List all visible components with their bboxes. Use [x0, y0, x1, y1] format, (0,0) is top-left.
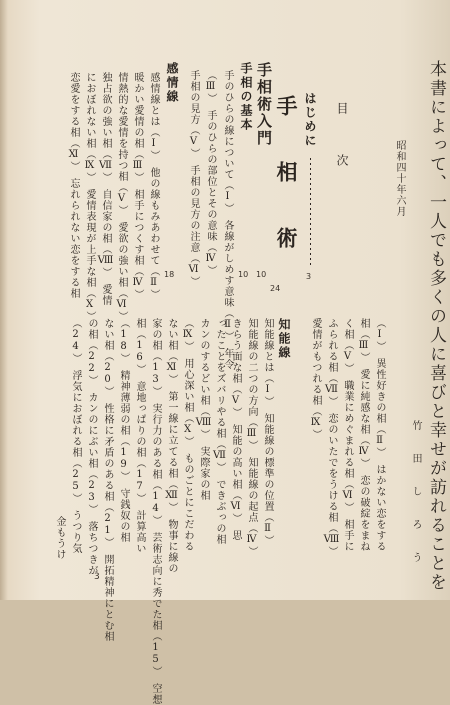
toc-line: 情熱的な愛情を持つ相（Ⅴ） 愛欲の強い相（Ⅵ） [116, 72, 127, 322]
book-title: 手 相 術 [274, 95, 299, 260]
toc-line: く相（Ⅴ） 職業にめぐまれる相（Ⅵ） 相手に [342, 318, 353, 552]
toc-line: 金もうけ [54, 318, 65, 560]
toc-line: （Ⅰ） 異性好きの相（Ⅱ） はかない恋をする [374, 318, 385, 552]
toc-entry-hajimeni: はじめに [303, 92, 317, 148]
toc-line: 相（16） 意地っぱりの相（17） 計算高い [134, 318, 145, 554]
toc-line: 手相の見方（Ⅴ） 手相の見方の注意（Ⅵ） [188, 70, 199, 287]
toc-line: 家の相（13） 実行力のある相（14） 芸術志向に秀でた相（15） 空想 [150, 318, 161, 705]
toc-line: 感情線とは（Ⅰ） 他の線もみあわせて（Ⅱ） [148, 72, 159, 300]
page-number: 10 [256, 270, 267, 279]
preface-date: 昭和四十年六月 [394, 140, 405, 217]
page-number: 18 [164, 270, 175, 279]
page-number: 10 [238, 270, 249, 279]
page-number: 24 [270, 284, 281, 293]
toc-line: 手のひらの線について（Ⅰ） 各線がしめす意味（Ⅱ） 年令 [222, 70, 233, 370]
footer-page-number: 3 [94, 572, 100, 582]
toc-line: におぼれない相（Ⅸ） 愛情表現が上手な相（Ⅹ） [84, 72, 95, 322]
toc-line: きらう面な相（Ⅴ） 知能の高い相（Ⅵ） 思 [230, 318, 241, 541]
section-heading-nyumon: 手相術入門 [255, 62, 273, 147]
page-number: 3 [306, 272, 312, 281]
toc-line: ふられる相（Ⅶ） 恋のいたでをうける相（Ⅷ） [326, 318, 337, 557]
toc-line: 相（Ⅲ） 愛に純感な相（Ⅳ） 恋の破綻をまね [358, 318, 369, 552]
toc-line: カンのするどい相（Ⅷ） 実際家の相 [198, 318, 209, 501]
toc-line: ったことをズバリやる相（Ⅶ） できぶっの相 [214, 318, 225, 545]
subsection-heading-kanjo: 感情線 [165, 62, 179, 104]
toc-line: 暖かい愛情の相（Ⅲ） 相手につくす相（Ⅳ） [132, 72, 143, 300]
toc-line: （18） 精神薄弱の相（19） 守銭奴の相 [118, 318, 129, 543]
toc-line: 恋愛をする相（Ⅺ） 忘れられない恋をする相 [68, 72, 79, 299]
toc-line: （Ⅸ） 用心深い相（Ⅹ） ものごとにこだわる [182, 318, 193, 552]
toc-line: ない相（Ⅺ） 第一線に立てる相（Ⅻ） 物事に線の [166, 318, 177, 574]
toc-line: 知能線とは（Ⅰ） 知能線の標準の位置（Ⅱ） [262, 318, 273, 546]
toc-line: 愛情がもつれる相（Ⅸ） [310, 318, 321, 440]
subsection-heading-chino: 知能線 [277, 318, 291, 360]
subsection-heading-kihon: 手相の基本 [239, 62, 253, 132]
leader-dots [310, 158, 311, 268]
toc-title: 目 次 [335, 102, 349, 180]
preface-line: 本書によって、一人でも多くの人に喜びと幸せが訪れることを [426, 60, 446, 592]
toc-line: （24） 浮気におぼれる相（25） うつり気 [70, 318, 81, 554]
toc-line: （Ⅲ） 手のひらの部位とその意味（Ⅳ） [205, 70, 216, 276]
toc-line: 知能線の二つの方向（Ⅲ） 知能線の起点（Ⅳ） [246, 318, 257, 557]
toc-line: 独占欲の強い相（Ⅶ） 自信家の相（Ⅷ） 愛情 [100, 72, 111, 306]
toc-line: の相（22） カンのにぶい相（23） 落ちつきが [86, 318, 97, 576]
preface-signature: 竹 田 し ろ う [410, 420, 421, 568]
toc-line: ない相（20） 性格に矛盾のある相（21） 開拓精神にとむ相 [102, 318, 113, 642]
